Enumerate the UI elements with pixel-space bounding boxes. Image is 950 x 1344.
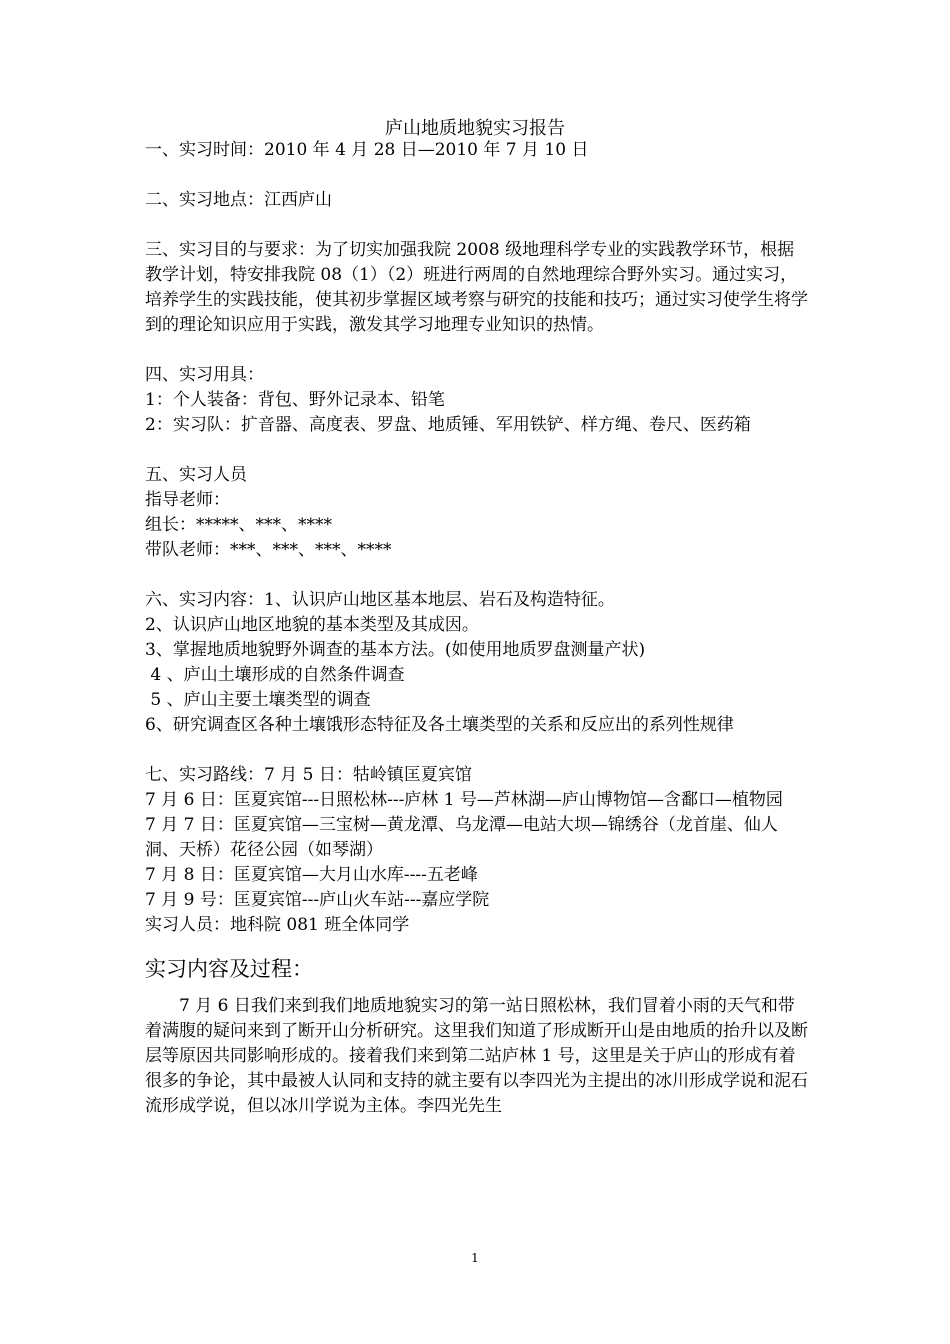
process-heading: 实习内容及过程： — [145, 957, 313, 981]
route-line: 7 月 8 日：匡夏宾馆—大月山水库----五老峰 — [145, 865, 478, 885]
route-line: 7 月 7 日：匡夏宾馆—三宝树—黄龙潭、乌龙潭—电站大坝—锦绣谷（龙首崖、仙人洞、天桥）花径公园（如琴湖） — [145, 815, 778, 860]
people-line: 组长：*****、***、**** — [145, 515, 332, 535]
content-line: 2、认识庐山地区地貌的基本类型及其成因。 — [145, 615, 479, 635]
content-line: 4 、庐山土壤形成的自然条件调查 — [145, 665, 405, 685]
report-title: 庐山地质地貌实习报告 — [385, 118, 565, 139]
tools-item: 1：个人装备：背包、野外记录本、铅笔 — [145, 390, 445, 410]
section-time: 一、实习时间：2010 年 4 月 28 日—2010 年 7 月 10 日 — [145, 140, 589, 160]
route-line: 实习人员：地科院 081 班全体同学 — [145, 915, 410, 935]
page-number: 1 — [471, 1251, 479, 1265]
people-line: 指导老师： — [145, 490, 230, 510]
content-line: 3、掌握地质地貌野外调查的基本方法。(如使用地质罗盘测量产状) — [145, 640, 646, 660]
tools-item: 2：实习队：扩音器、高度表、罗盘、地质锤、军用铁铲、样方绳、卷尺、医药箱 — [145, 415, 751, 435]
process-paragraph: 7 月 6 日我们来到我们地质地貌实习的第一站日照松林，我们冒着小雨的天气和带着满腹的疑问来到了断开山分析研究。这里我们知道了形成断开山是由地质的抬升以及断层等原因共同影响形成的。接着我们来到第二站庐林 1 号，这里是关于庐山的形成有着很多的争论，其中最被人认同和支持的就主要有以李四光为主提出的冰川形成学说和泥石流形成学说，但以冰川学说为主体。李四光先生 — [145, 996, 808, 1116]
section-tools-heading: 四、实习用具： — [145, 365, 264, 385]
content-line: 6、研究调查区各种土壤饿形态特征及各土壤类型的关系和反应出的系列性规律 — [145, 715, 734, 735]
content-line: 5 、庐山主要土壤类型的调查 — [145, 690, 371, 710]
section-location: 二、实习地点：江西庐山 — [145, 190, 332, 210]
section-purpose: 三、实习目的与要求：为了切实加强我院 2008 级地理科学专业的实践教学环节，根据教学计划，特安排我院 08（1）（2）班进行两周的自然地理综合野外实习。通过实习，培养学生的实践技能，使其初步掌握区域考察与研究的技能和技巧；通过实习使学生将学到的理论知识应用于实践，激发其学习地理专业知识的热情。 — [145, 240, 808, 335]
content-line: 六、实习内容：1、认识庐山地区基本地层、岩石及构造特征。 — [145, 590, 615, 610]
route-line: 七、实习路线：7 月 5 日：牯岭镇匡夏宾馆 — [145, 765, 472, 785]
route-line: 7 月 6 日：匡夏宾馆---日照松林---庐林 1 号—芦林湖—庐山博物馆—含鄱口—植物园 — [145, 790, 783, 810]
section-people-heading: 五、实习人员 — [145, 465, 247, 485]
route-line: 7 月 9 号：匡夏宾馆---庐山火车站---嘉应学院 — [145, 890, 490, 910]
report-body — [145, 138, 810, 1119]
people-line: 带队老师：***、***、***、**** — [145, 540, 392, 560]
